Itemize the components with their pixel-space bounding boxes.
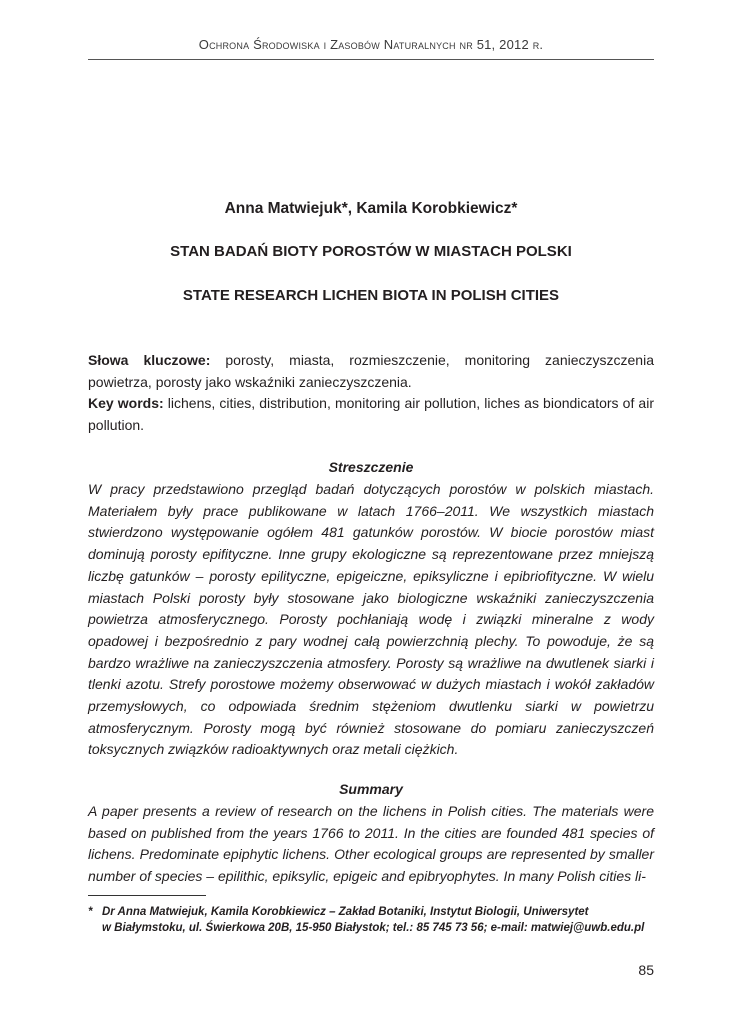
footnote-line-1 [88,905,658,921]
abstract-polish-text: W pracy przedstawiono przegląd badań dotyczących porostów w polskich miastach. Materiałem były prace publikowane w latach 1766–2011. We wszystkich miastach stwierdzono występowanie ogółem 481 gatunków porostów. W biocie porostów miast dominują porosty epifityczne. Inne grupy ekologiczne są reprezentowane przez mniejszą liczbę gatunków – porosty epilityczne, epigeiczne, epiksyliczne i epibriofityczne. W wielu miastach Polski porosty były stosowane jako biologiczne wskaźniki zanieczyszczenia powietrza atmosferycznego. Porosty pochłaniają wodę i związki mineralne z wody opadowej i bezpośrednio z pary wodnej całą powierzchnią plechy. To powoduje, że są bardzo wrażliwe na zanieczyszczenia atmosfery. Porosty są wrażliwe na dwutlenek siarki i tlenki azotu. Strefy porostowe możemy obserwować w dużych miastach i wokół zakładów przemysłowych, co odpowiada średnim stężeniom dwutlenku siarki w powietrzu atmosferycznym. Porosty mogą być również stosowane do pomiaru zanieczyszczeń toksycznych związków radioaktywnych oraz metali ciężkich. [88,481,654,758]
page-number: 85 [638,962,654,978]
keywords-polish [88,350,654,393]
abstract-english-heading: Summary [339,781,403,797]
keywords-block [88,350,654,437]
title-polish: STAN BADAŃ BIOTY POROSTÓW W MIASTACH POLSKI [170,243,572,260]
footnote-line-2: w Białymstoku, ul. Świerkowa 20B, 15-950 Białystok; tel.: 85 745 73 56; e-mail: matwiej@uwb.edu.pl [102,921,645,934]
keywords-english-text: lichens, cities, distribution, monitoring air pollution, liches as biondicators of air pollution. [88,395,654,434]
title-english: STATE RESEARCH LICHEN BIOTA IN POLISH CITIES [182,287,560,304]
footnote-rule [88,895,206,896]
footnote-affiliation: Dr Anna Matwiejuk, Kamila Korobkiewicz – Zakład Botaniki, Instytut Biologii, Uniwersytet [102,906,589,918]
authors: Anna Matwiejuk*, Kamila Korobkiewicz* [224,200,518,217]
header-rule [88,59,654,60]
keywords-polish-text: porosty, miasta, rozmieszczenie, monitoring zanieczyszczenia powietrza, porosty jako wskaźniki zanieczyszczenia. [88,352,654,390]
keywords-english [88,393,654,436]
keywords-english-label: Key words: [88,395,164,412]
footnote [88,905,658,936]
footnote-mark: * [88,906,93,918]
abstract-english-text: A paper presents a review of research on the lichens in Polish cities. The materials were based on published from the years 1766 to 2011. In the cities are founded 481 species of lichens. Predominate epiphytic lichens. Other ecological groups are represented by smaller number of species – epilithic, epiksylic, epigeic and epibryophytes. In many Polish cities li- [88,803,654,885]
keywords-polish-label: Słowa kluczowe: [88,352,211,368]
abstract-polish-heading: Streszczenie [328,459,414,475]
running-head: Ochrona Środowiska i Zasobów Naturalnych nr 51, 2012 r. [198,37,544,52]
